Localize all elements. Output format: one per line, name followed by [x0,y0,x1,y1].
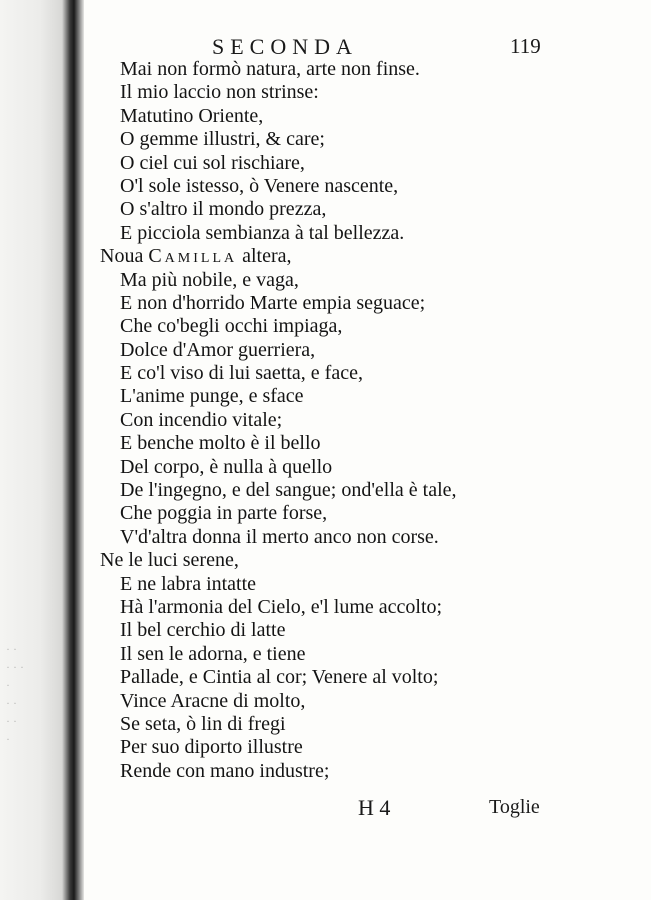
verse-line: E ne labra intatte [120,572,257,595]
verse-line: E co'l viso di lui saetta, e face, [120,362,363,385]
verse-line: Hà l'armonia del Cielo, e'l lume accolto; [120,595,443,618]
verse-block [98,58,578,783]
verse-line: E non d'horrido Marte empia seguace; [120,291,426,314]
verse-line: O s'altro il mondo prezza, [120,198,327,221]
proper-name-camilla: Camilla [148,245,238,268]
verse-line-lead: Noua [100,245,149,268]
verse-line-stanza-start [98,245,578,268]
page-number: 119 [510,34,541,58]
binding-gutter [0,0,84,900]
verse-line: E benche molto è il bello [120,432,321,455]
verse-line: O gemme illustri, & care; [120,128,325,151]
bleed-through-marks: · · · · · · · · · · · [6,642,24,746]
verse-line-rest: altera, [237,245,292,268]
verse-line: Matutino Oriente, [120,104,264,127]
verse-line: Il sen le adorna, e tiene [120,642,306,665]
verse-line: Il mio laccio non strinse: [120,81,319,104]
verse-line: Se seta, ò lin di fregi [120,712,286,735]
verse-line: Ma più nobile, e vaga, [120,268,299,291]
verse-line: Pallade, e Cintia al cor; Venere al volto; [120,666,439,689]
verse-line: Con incendio vitale; [120,408,283,431]
verse-line: Mai non formò natura, arte non finse. [120,58,420,80]
verse-line: O ciel cui sol rischiare, [120,151,305,174]
verse-line: Del corpo, è nulla à quello [120,455,333,478]
verse-line: V'd'altra donna il merto anco non corse. [120,525,439,548]
verse-line: Vince Aracne di molto, [120,689,306,712]
running-head: SECONDA [212,34,358,59]
verse-line: Per suo diporto illustre [120,736,303,759]
verse-line: Che co'begli occhi impiaga, [120,315,343,338]
catchword: Toglie [489,796,540,818]
signature-mark: H 4 [358,795,391,820]
verse-line: O'l sole istesso, ò Venere nascente, [120,174,399,197]
verse-line: Che poggia in parte forse, [120,502,328,525]
verse-line: E picciola sembianza à tal bellezza. [120,221,405,244]
verse-line: L'anime punge, e sface [120,385,304,408]
verse-line: Dolce d'Amor guerriera, [120,338,316,361]
verse-line: De l'ingegno, e del sangue; ond'ella è tale, [120,479,457,502]
verse-line: Rende con mano industre; [120,759,330,782]
verse-line: Il bel cerchio di latte [120,619,286,642]
verse-line-stanza-start: Ne le luci serene, [100,549,239,572]
